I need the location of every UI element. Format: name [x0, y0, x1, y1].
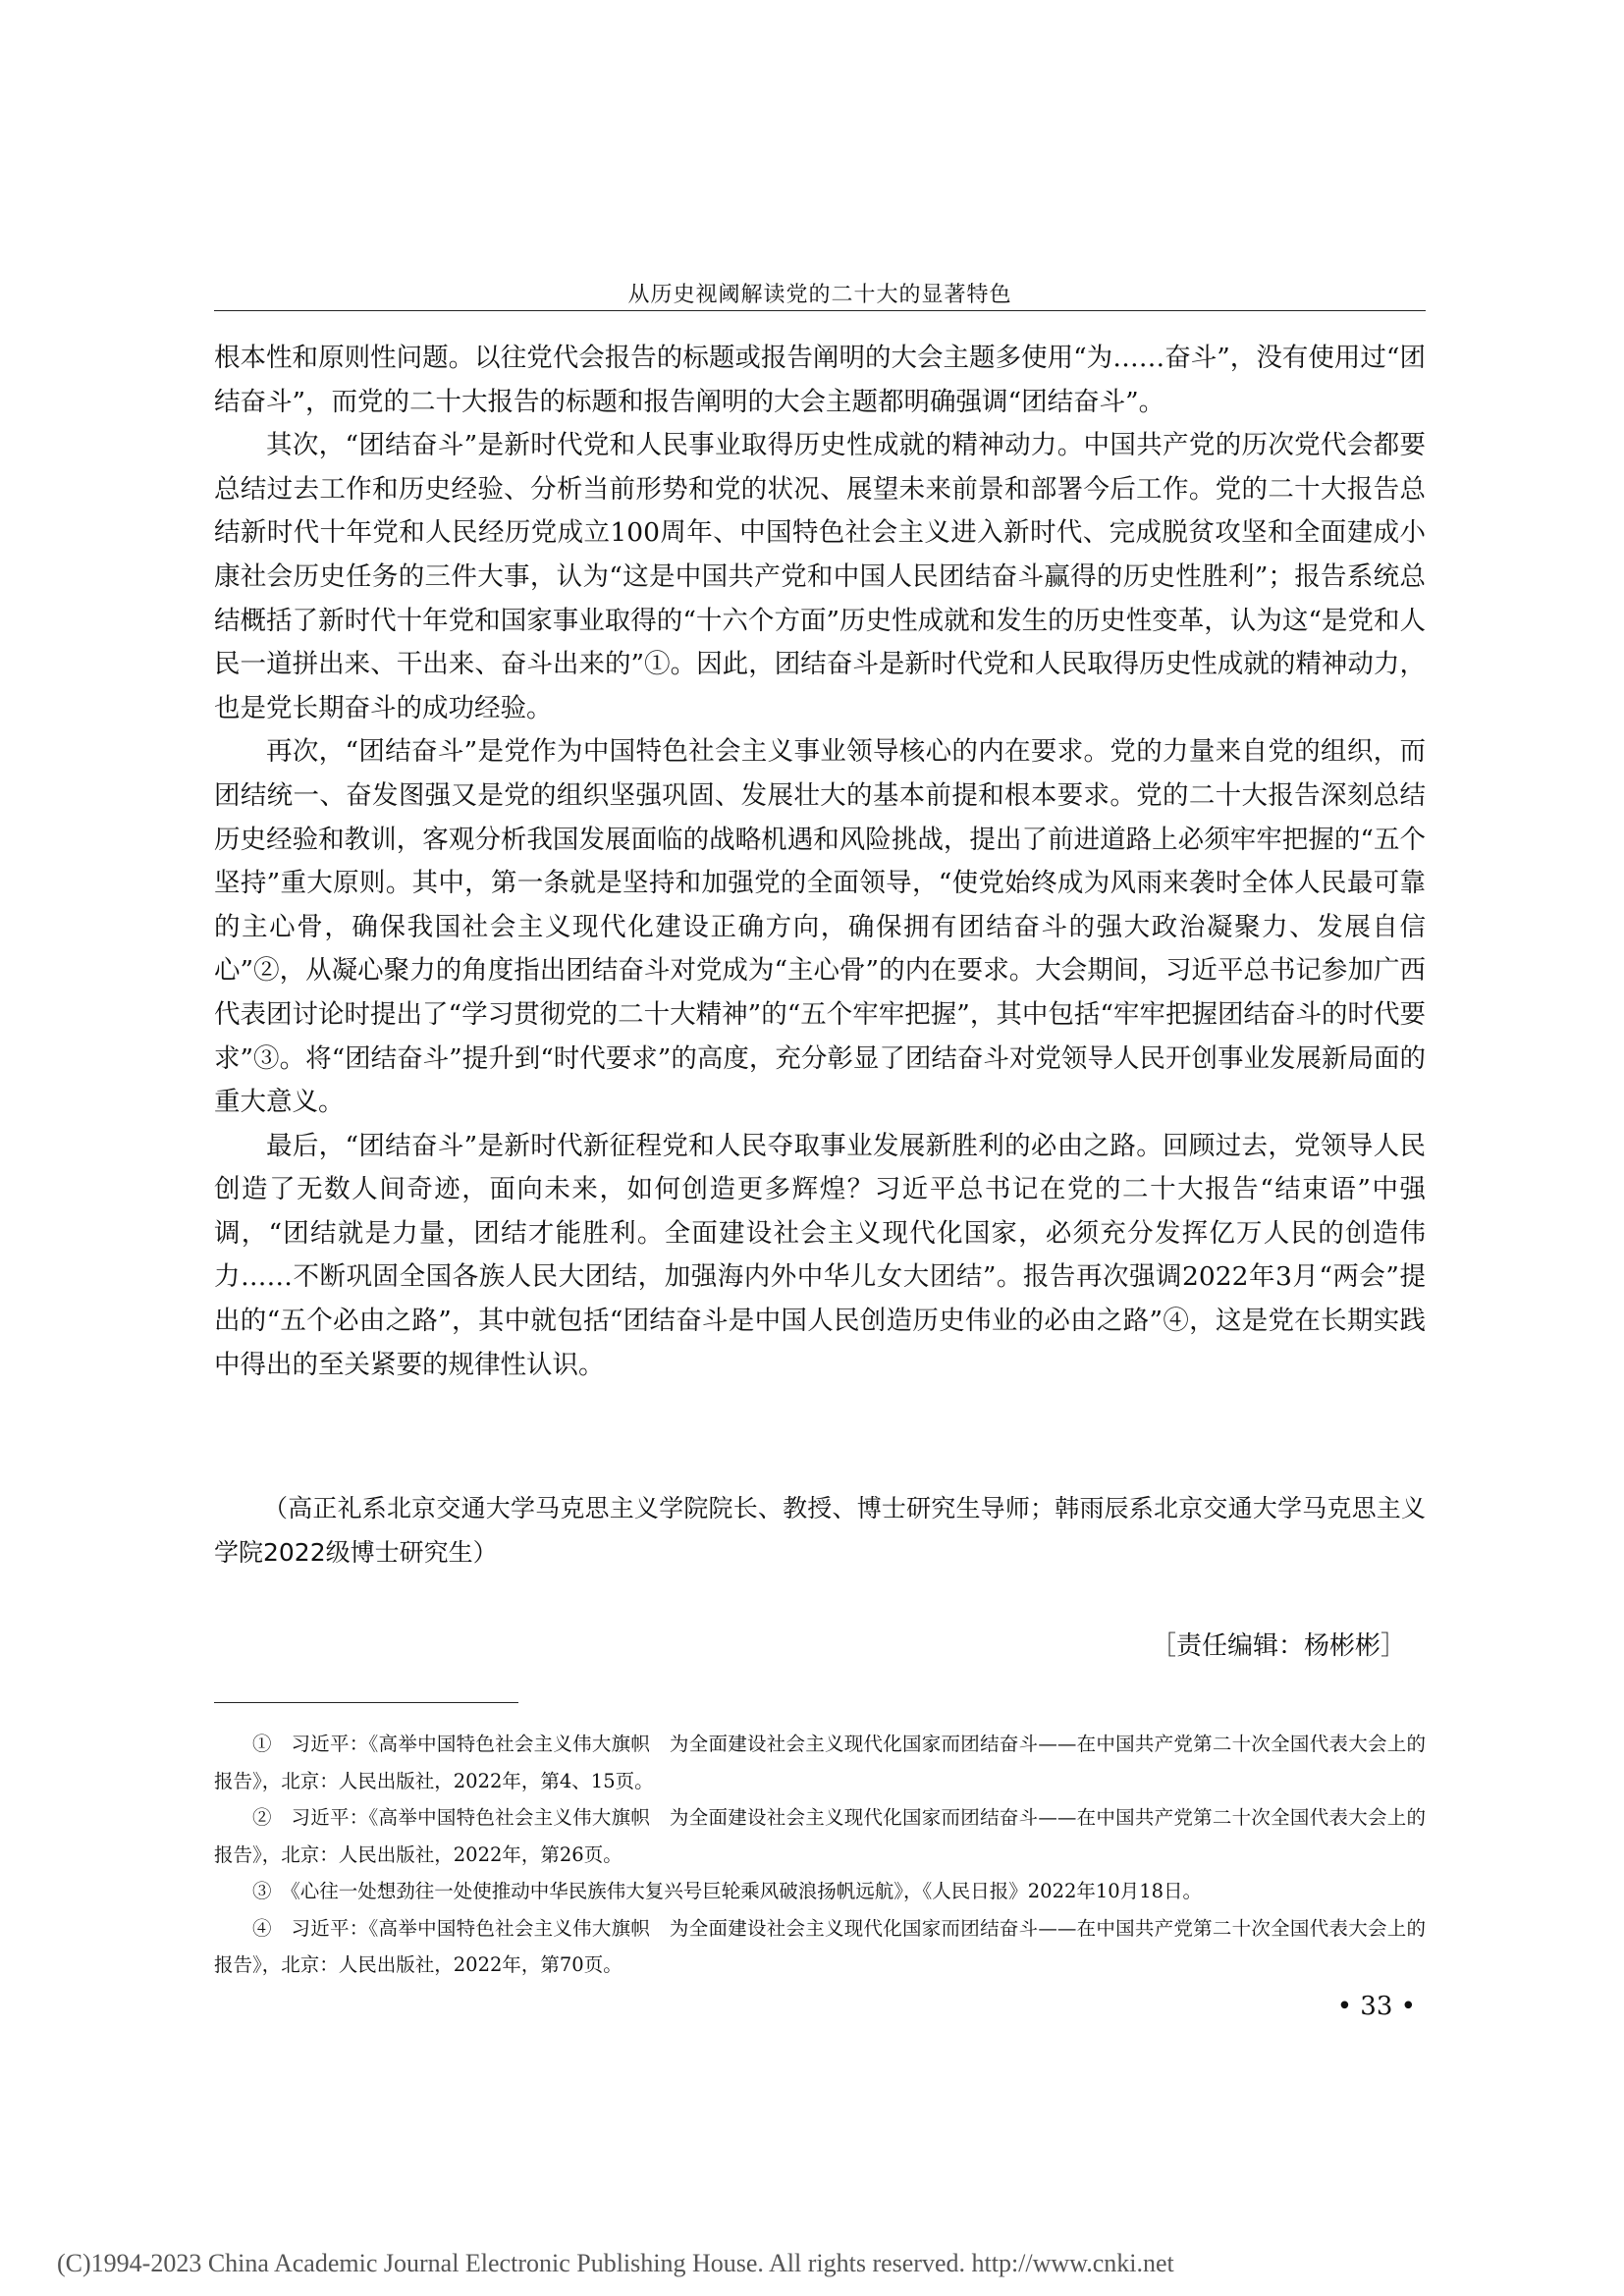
footnotes [214, 1726, 1426, 1984]
footnote-3: ③ 《心往一处想劲往一处使推动中华民族伟大复兴号巨轮乘风破浪扬帆远航》，《人民日报》2022年10月18日。 [252, 1880, 1203, 1902]
paragraph-thirdly: 再次，“团结奋斗”是党作为中国特色社会主义事业领导核心的内在要求。党的力量来自党的组织，而团结统一、奋发图强又是党的组织坚强巩固、发展壮大的基本前提和根本要求。党的二十大报告深刻总结历史经验和教训，客观分析我国发展面临的战略机遇和风险挑战，提出了前进道路上必须牢牢把握的“五个坚持”重大原则。其中，第一条就是坚持和加强党的全面领导，“使党始终成为风雨来袭时全体人民最可靠的主心骨，确保我国社会主义现代化建设正确方向，确保拥有团结奋斗的强大政治凝聚力、发展自信心”②，从凝心聚力的角度指出团结奋斗对党成为“主心骨”的内在要求。大会期间，习近平总书记参加广西代表团讨论时提出了“学习贯彻党的二十大精神”的“五个牢牢把握”，其中包括“牢牢把握团结奋斗的时代要求”③。将“团结奋斗”提升到“时代要求”的高度，充分彰显了团结奋斗对党领导人民开创事业发展新局面的重大意义。 [214, 736, 1427, 1118]
paragraph-secondly: 其次，“团结奋斗”是新时代党和人民事业取得历史性成就的精神动力。中国共产党的历次党代会都要总结过去工作和历史经验、分析当前形势和党的状况、展望未来前景和部署今后工作。党的二十大报告总结新时代十年党和人民经历党成立100周年、中国特色社会主义进入新时代、完成脱贫攻坚和全面建成小康社会历史任务的三件大事，认为“这是中国共产党和中国人民团结奋斗赢得的历史性胜利”；报告系统总结概括了新时代十年党和国家事业取得的“十六个方面”历史性成就和发生的历史性变革，认为这“是党和人民一道拼出来、干出来、奋斗出来的”①。因此，团结奋斗是新时代党和人民取得历史性成就的精神动力，也是党长期奋斗的成功经验。 [214, 430, 1426, 723]
footnote-4: ④ 习近平：《高举中国特色社会主义伟大旗帜 为全面建设社会主义现代化国家而团结奋斗——在中国共产党第二十次全国代表大会上的报告》，北京：人民出版社，2022年，第70页。 [214, 1916, 1426, 1976]
paragraph-continued: 根本性和原则性问题。以往党代会报告的标题或报告阐明的大会主题多使用“为……奋斗”，没有使用过“团结奋斗”，而党的二十大报告的标题和报告阐明的大会主题都明确强调“团结奋斗”。 [214, 343, 1426, 417]
running-header: 从历史视阈解读党的二十大的显著特色 [627, 283, 1012, 307]
page-number: • 33 • [1336, 1992, 1416, 2021]
article-body [214, 337, 1426, 1387]
footnote-1: ① 习近平：《高举中国特色社会主义伟大旗帜 为全面建设社会主义现代化国家而团结奋斗——在中国共产党第二十次全国代表大会上的报告》，北京：人民出版社，2022年，第4、15页。 [214, 1733, 1426, 1792]
paragraph-finally: 最后，“团结奋斗”是新时代新征程党和人民夺取事业发展新胜利的必由之路。回顾过去，党领导人民创造了无数人间奇迹，面向未来，如何创造更多辉煌？习近平总书记在党的二十大报告“结束语”中强调，“团结就是力量，团结才能胜利。全面建设社会主义现代化国家，必须充分发挥亿万人民的创造伟力……不断巩固全国各族人民大团结，加强海内外中华儿女大团结”。报告再次强调2022年3月“两会”提出的“五个必由之路”，其中就包括“团结奋斗是中国人民创造历史伟业的必由之路”④，这是党在长期实践中得出的至关紧要的规律性认识。 [214, 1130, 1426, 1380]
header-rule [214, 310, 1426, 311]
footnote-rule [214, 1702, 518, 1703]
author-note: （高正礼系北京交通大学马克思主义学院院长、教授、博士研究生导师；韩雨辰系北京交通大学马克思主义学院2022级博士研究生） [214, 1494, 1426, 1567]
copyright-line: (C)1994-2023 China Academic Journal Electronic Publishing House. All rights reserved. http://www.cnki.net [57, 2249, 1174, 2277]
footnote-2: ② 习近平：《高举中国特色社会主义伟大旗帜 为全面建设社会主义现代化国家而团结奋斗——在中国共产党第二十次全国代表大会上的报告》，北京：人民出版社，2022年，第26页。 [214, 1806, 1426, 1866]
editor-note: ［责任编辑：杨彬彬］ [1150, 1631, 1406, 1661]
